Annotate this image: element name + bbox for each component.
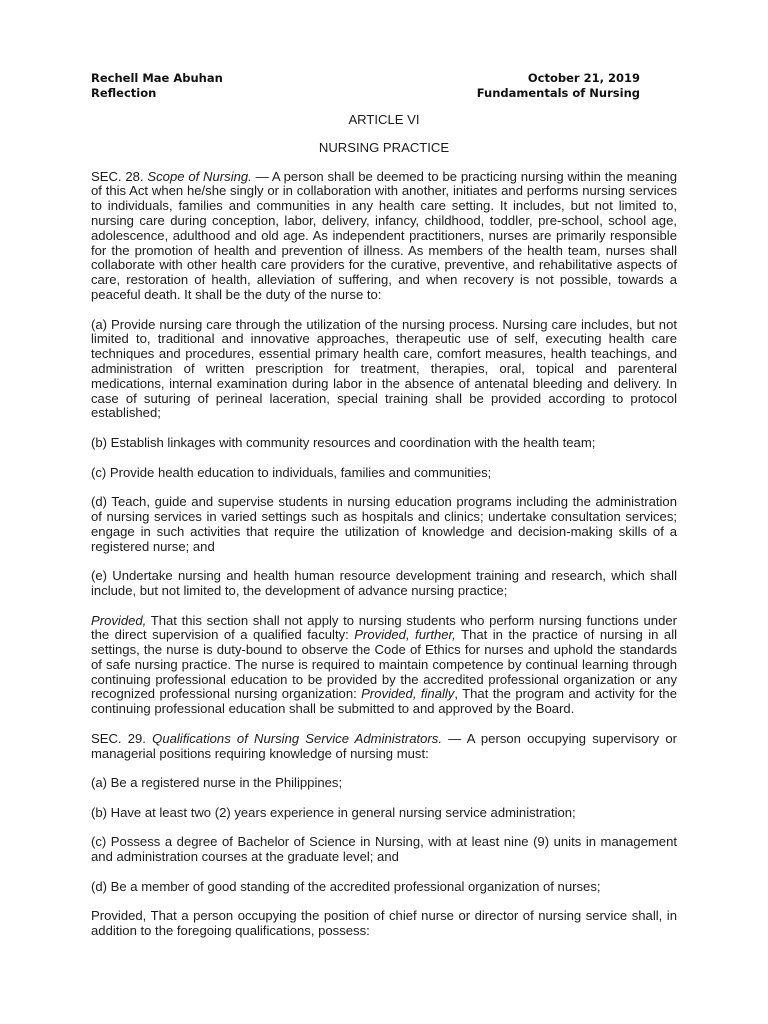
sec28-proviso [91, 614, 677, 718]
sec28-paragraph [91, 170, 677, 303]
sec29-item-d: (d) Be a member of good standing of the accredited professional organization of nurses; [91, 878, 601, 894]
sec28-title: Scope of Nursing. [147, 168, 252, 184]
document-body [91, 113, 677, 939]
sec29-item-c: (c) Possess a degree of Bachelor of Science in Nursing, with at least nine (9) units in management and administration courses at the graduate level; and [91, 834, 677, 865]
proviso-text-3: , That the program and activity for the continuing professional education shall be submitted to and approved by the Board. [91, 686, 677, 717]
sec29-closing: Provided, That a person occupying the position of chief nurse or director of nursing service shall, in addition to the foregoing qualifications, possess: [91, 908, 677, 939]
sec28-text: — A person shall be deemed to be practicing nursing within the meaning of this Act when he/she singly or in collaboration with another, initiates and performs nursing services to individuals, families and communities in any health care setting. It includes, but not limited to, nursing care during conception, labor, delivery, infancy, childhood, toddler, pre-school, school age, adolescence, adulthood and old age. As independent practitioners, nurses are primarily responsible for the promotion of health and prevention of illness. As members of the health team, nurses shall collaborate with other health care providers for the curative, preventive, and rehabilitative aspects of care, restoration of health, alleviation of suffering, and when recovery is not possible, towards a peaceful death. It shall be the duty of the nurse to: [91, 168, 677, 302]
author-name: Rechell Mae Abuhan [91, 71, 223, 85]
document-date: October 21, 2019 [527, 71, 640, 85]
sec29-title: Qualifications of Nursing Service Administrators. [152, 730, 442, 746]
sec29-item-a: (a) Be a registered nurse in the Philippines; [91, 775, 343, 791]
document-header [91, 71, 640, 101]
proviso-provided-finally: Provided, finally [361, 686, 455, 702]
sec29-paragraph [91, 732, 677, 762]
proviso-text-1: That this section shall not apply to nursing students who perform nursing functions under the direct supervision of a qualified faculty: [91, 612, 677, 643]
sec28-item-d: (d) Teach, guide and supervise students in nursing education programs including the administration of nursing services in varied settings such as hospitals and clinics; undertake consultation services; engage in such activities that require the utilization of knowledge and decision-making skills of a registered nurse; and [91, 494, 677, 554]
proviso-text-2: That in the practice of nursing in all settings, the nurse is duty-bound to observe the Code of Ethics for nurses and uphold the standards of safe nursing practice. The nurse is required to maintain competence by continual learning through continuing professional education to be provided by the accredited professional organization or any recognized professional nursing organization: [91, 627, 678, 702]
proviso-provided-further: Provided, further, [354, 627, 456, 643]
sec28-item-c: (c) Provide health education to individuals, families and communities; [91, 464, 492, 480]
course-name: Fundamentals of Nursing [476, 86, 640, 100]
article-title: NURSING PRACTICE [318, 139, 450, 155]
sec28-item-a: (a) Provide nursing care through the utilization of the nursing process. Nursing care includes, but not limited to, traditional and innovative approaches, therapeutic use of self, executing health care techniques and procedures, essential primary health care, comfort measures, health teachings, and administration of written prescription for treatment, therapies, oral, topical and parenteral medications, internal examination during labor in the absence of antenatal bleeding and delivery. In case of suturing of perineal laceration, special training shall be provided according to protocol established; [91, 316, 677, 421]
sec29-item-b: (b) Have at least two (2) years experience in general nursing service administration; [91, 804, 576, 820]
article-number: ARTICLE VI [348, 112, 420, 127]
sec28-label: SEC. 28. [91, 168, 144, 184]
sec28-item-b: (b) Establish linkages with community resources and coordination with the health team; [91, 434, 596, 450]
document-type: Reflection [91, 86, 157, 100]
sec28-item-e: (e) Undertake nursing and health human resource development training and research, which shall include, but not limited to, the development of advance nursing practice; [91, 568, 677, 598]
sec29-text: — A person occupying supervisory or managerial positions requiring knowledge of nursing must: [91, 730, 678, 761]
sec29-label: SEC. 29. [91, 730, 146, 746]
proviso-provided: Provided, [91, 612, 147, 628]
